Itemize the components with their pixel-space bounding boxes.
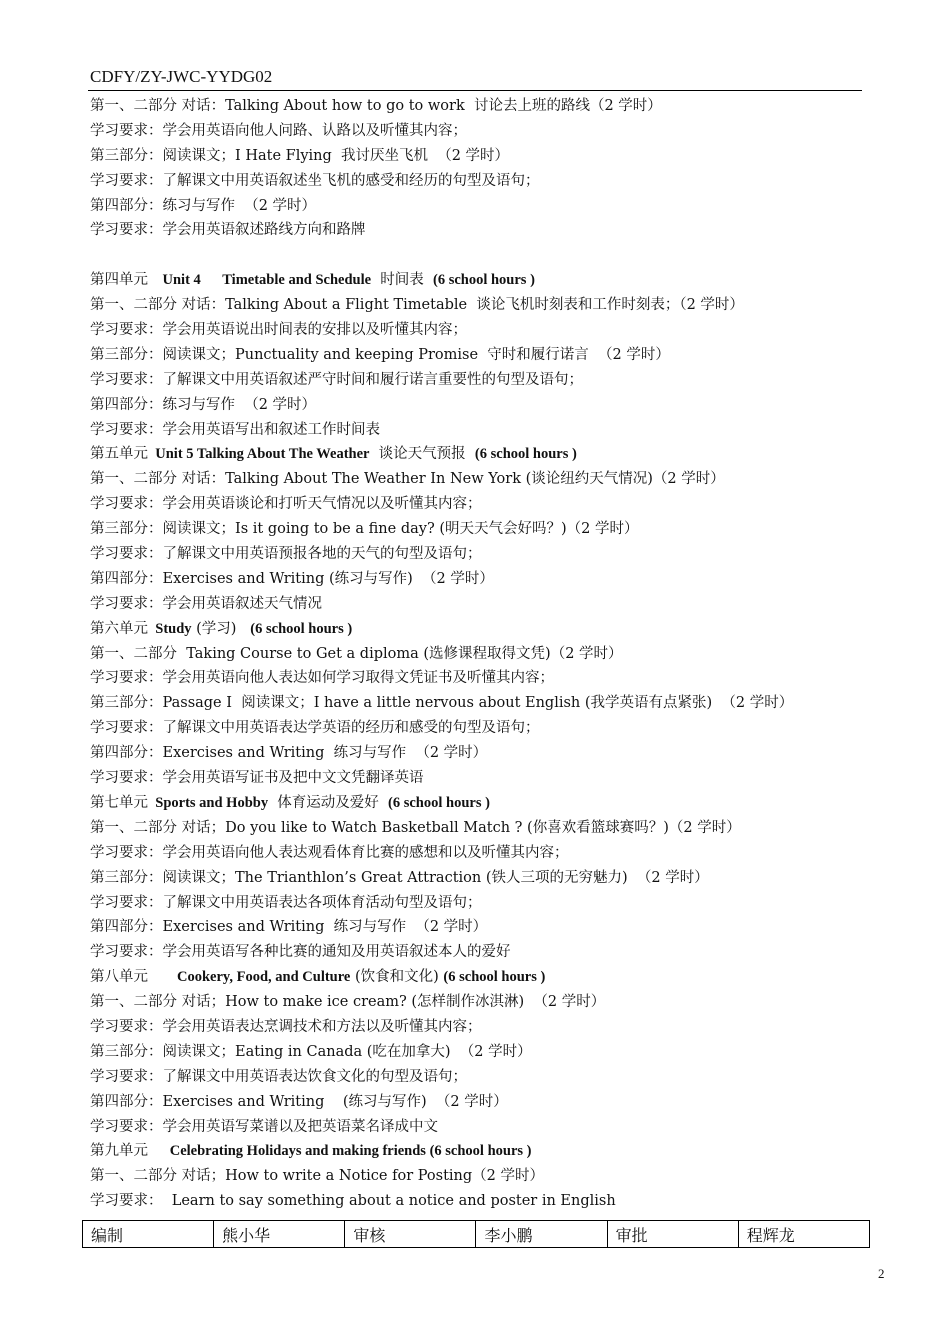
line-label: 第四部分： (90, 1093, 163, 1110)
syllabus-line (90, 1065, 880, 1090)
syllabus-line (90, 318, 880, 343)
line-label: 第五单元 (90, 446, 148, 463)
line-label: 第四部分： (90, 919, 163, 936)
line-label: 第一、二部分 (90, 819, 177, 836)
line-text: 了解课文中用英语预报各地的天气的句型及语句； (162, 546, 482, 563)
line-text: (学习) (191, 620, 251, 637)
syllabus-line (90, 866, 880, 891)
line-label: 第一、二部分 (90, 98, 177, 114)
line-text: 学会用英语叙述路线方向和路牌 (162, 222, 366, 239)
line-text: 时间表 (371, 272, 433, 289)
line-text: 学会用英语写证书及把中文文凭翻译英语 (162, 770, 424, 787)
line-text: 学会用英语向他人表达观看体育比赛的感想和以及听懂其内容； (162, 844, 569, 861)
line-text: 了解课文中用英语叙述严守时间和履行诺言重要性的句型及语句； (162, 371, 583, 388)
prepared-by-name: 熊小华 (214, 1221, 345, 1248)
prepared-by-label: 编制 (83, 1221, 214, 1248)
line-text: 学会用英语谈论和打听天气情况以及听懂其内容； (162, 496, 482, 513)
line-label: 学习要求： (90, 670, 163, 687)
line-text: 阅读课文；Eating in Canada (吃在加拿大) （2 学时） (162, 1043, 532, 1060)
syllabus-line (90, 741, 880, 766)
line-label: 第四单元 (90, 272, 148, 289)
syllabus-line (90, 642, 880, 667)
line-text: 对话；How to make ice cream? (怎样制作冰淇淋) （2 学时） (177, 994, 606, 1011)
line-label: 第四部分： (90, 197, 163, 214)
syllabus-line (90, 592, 880, 617)
line-text: 学会用英语叙述天气情况 (162, 595, 322, 612)
syllabus-line (90, 194, 880, 219)
syllabus-line (90, 1040, 880, 1065)
line-label: 学习要求： (90, 122, 163, 139)
line-text: (饮食和文化) (350, 969, 444, 986)
line-label: 学习要求： (90, 720, 163, 737)
line-label: 第一、二部分 (90, 994, 177, 1011)
school-hours: (6 school hours ) (388, 794, 490, 811)
reviewed-by-name: 李小鹏 (476, 1221, 607, 1248)
unit-title: Sports and Hobby (148, 794, 269, 811)
syllabus-body (90, 94, 880, 1214)
syllabus-line (90, 1139, 880, 1164)
syllabus-line (90, 218, 880, 243)
page-number: 2 (878, 1266, 885, 1281)
syllabus-line (90, 492, 880, 517)
syllabus-line (90, 343, 880, 368)
syllabus-line (90, 1115, 880, 1140)
line-text: 阅读课文；Punctuality and keeping Promise 守时和履行诺言 （2 学时） (162, 346, 670, 363)
syllabus-line (90, 965, 880, 990)
line-label: 第四部分： (90, 396, 163, 413)
line-text: Learn to say something about a notice and poster in English (162, 1193, 616, 1210)
syllabus-line (90, 293, 880, 318)
syllabus-line (90, 816, 880, 841)
line-label: 第三部分： (90, 695, 163, 712)
line-label: 学习要求： (90, 322, 163, 339)
school-hours: (6 school hours ) (432, 272, 535, 289)
line-text: 学会用英语向他人表达如何学习取得文凭证书及听懂其内容； (162, 670, 554, 687)
syllabus-line (90, 567, 880, 592)
syllabus-line (90, 915, 880, 940)
line-label: 第一、二部分 (90, 297, 177, 314)
syllabus-line (90, 766, 880, 791)
line-text: Exercises and Writing 练习与写作 （2 学时） (162, 745, 488, 762)
school-hours: (6 school hours ) (250, 620, 353, 637)
line-label: 第四部分： (90, 745, 163, 762)
line-text: 了解课文中用英语表达各项体育活动句型及语句； (162, 894, 482, 911)
syllabus-line (90, 418, 880, 443)
line-label: 第三部分： (90, 521, 163, 538)
line-label: 第七单元 (90, 794, 148, 811)
line-label: 第三部分： (90, 147, 163, 164)
signature-table (82, 1220, 870, 1248)
line-text: 阅读课文；Is it going to be a fine day? (明天天气会好吗？)（2 学时） (162, 521, 639, 538)
syllabus-line (90, 119, 880, 144)
line-label: 第三部分： (90, 1043, 163, 1060)
syllabus-line (90, 467, 880, 492)
approved-by-label: 审批 (607, 1221, 738, 1248)
line-label: 第一、二部分 (90, 471, 177, 488)
syllabus-line (90, 716, 880, 741)
syllabus-line (90, 1164, 880, 1189)
line-text: 学会用英语说出时间表的安排以及听懂其内容； (162, 322, 467, 339)
syllabus-line (90, 368, 880, 393)
line-text: 对话；Do you like to Watch Basketball Match ? (你喜欢看篮球赛吗？)（2 学时） (177, 819, 741, 836)
header-rule (88, 90, 862, 91)
line-label: 学习要求： (90, 944, 163, 961)
syllabus-line (90, 243, 880, 268)
signature-row (83, 1221, 870, 1248)
syllabus-line (90, 542, 880, 567)
syllabus-line (90, 841, 880, 866)
line-text: Passage I 阅读课文；I have a little nervous about English (我学英语有点紧张) （2 学时） (162, 695, 794, 712)
line-label: 学习要求： (90, 1118, 163, 1135)
syllabus-line (90, 268, 880, 293)
unit-title: Cookery, Food, and Culture (148, 969, 351, 986)
document-code: CDFY/ZY-JWC-YYDG02 (90, 67, 273, 86)
syllabus-line (90, 1189, 880, 1214)
line-text: Exercises and Writing (练习与写作) （2 学时） (162, 570, 494, 587)
line-text: 对话：Talking About The Weather In New York (谈论纽约天气情况)（2 学时） (177, 471, 725, 488)
line-label: 学习要求： (90, 844, 163, 861)
syllabus-line (90, 617, 880, 642)
line-text: 学会用英语写各种比赛的通知及用英语叙述本人的爱好 (162, 944, 511, 961)
line-label: 第八单元 (90, 969, 148, 986)
line-text: 阅读课文；I Hate Flying 我讨厌坐飞机 （2 学时） (162, 147, 510, 164)
syllabus-line (90, 940, 880, 965)
line-label: 学习要求： (90, 770, 163, 787)
unit-title: Unit 5 Talking About The Weather (148, 446, 370, 463)
line-label: 第九单元 (90, 1143, 148, 1160)
line-text: 练习与写作 （2 学时） (162, 396, 317, 413)
line-text: 学会用英语写菜谱以及把英语菜名译成中文 (162, 1118, 438, 1135)
unit-title: Celebrating Holidays and making friends (6 school hours ) (148, 1143, 532, 1160)
line-text: Exercises and Writing (练习与写作) （2 学时） (162, 1093, 508, 1110)
line-text: 练习与写作 （2 学时） (162, 197, 317, 214)
unit-title: Study (148, 620, 192, 637)
line-text: 了解课文中用英语表达饮食文化的句型及语句； (162, 1068, 467, 1085)
syllabus-line (90, 791, 880, 816)
line-text: 对话；How to write a Notice for Posting（2 学时） (177, 1168, 545, 1185)
line-text: 学会用英语写出和叙述工作时间表 (162, 421, 380, 438)
syllabus-line (90, 990, 880, 1015)
school-hours: (6 school hours ) (474, 446, 577, 463)
line-label: 学习要求： (90, 595, 163, 612)
line-text: 对话：Talking About how to go to work 讨论去上班的路线（2 学时） (177, 98, 662, 114)
syllabus-line (90, 144, 880, 169)
syllabus-line (90, 1090, 880, 1115)
line-text: 了解课文中用英语叙述坐飞机的感受和经历的句型及语句； (162, 172, 540, 189)
line-text: 谈论天气预报 (369, 446, 475, 463)
unit-title: Unit 4 Timetable and Schedule (148, 272, 372, 289)
syllabus-line (90, 442, 880, 467)
line-text: Exercises and Writing 练习与写作 （2 学时） (162, 919, 488, 936)
line-label: 第三部分： (90, 346, 163, 363)
syllabus-line (90, 94, 880, 119)
line-text: 对话：Talking About a Flight Timetable 谈论飞机时刻表和工作时刻表；（2 学时） (177, 297, 744, 314)
line-text: 学会用英语表达烹调技术和方法以及听懂其内容； (162, 1018, 482, 1035)
line-text: 了解课文中用英语表达学英语的经历和感受的句型及语句； (162, 720, 540, 737)
reviewed-by-label: 审核 (345, 1221, 476, 1248)
line-label: 学习要求： (90, 1068, 163, 1085)
line-label: 学习要求： (90, 371, 163, 388)
line-label: 第一、二部分 (90, 1168, 177, 1185)
line-text: 体育运动及爱好 (268, 794, 389, 811)
syllabus-line (90, 666, 880, 691)
line-text: Taking Course to Get a diploma (选修课程取得文凭)（2 学时） (177, 645, 623, 662)
syllabus-line (90, 1015, 880, 1040)
syllabus-line (90, 169, 880, 194)
line-label: 第六单元 (90, 620, 148, 637)
syllabus-line (90, 517, 880, 542)
line-label: 学习要求： (90, 546, 163, 563)
line-label: 学习要求： (90, 1018, 163, 1035)
line-label: 学习要求： (90, 421, 163, 438)
line-label: 第三部分： (90, 869, 163, 886)
line-label: 学习要求： (90, 222, 163, 239)
syllabus-line (90, 691, 880, 716)
line-label: 学习要求： (90, 894, 163, 911)
line-label: 学习要求： (90, 172, 163, 189)
line-label: 学习要求： (90, 1193, 163, 1210)
line-label: 第一、二部分 (90, 645, 177, 662)
line-label: 第四部分： (90, 570, 163, 587)
syllabus-line (90, 393, 880, 418)
syllabus-line (90, 891, 880, 916)
school-hours: (6 school hours ) (443, 969, 546, 986)
line-text: 学会用英语向他人问路、认路以及听懂其内容； (162, 122, 467, 139)
line-label: 学习要求： (90, 496, 163, 513)
line-text: 阅读课文；The Trianthlon’s Great Attraction (铁人三项的无穷魅力) （2 学时） (162, 869, 709, 886)
approved-by-name: 程辉龙 (738, 1221, 869, 1248)
